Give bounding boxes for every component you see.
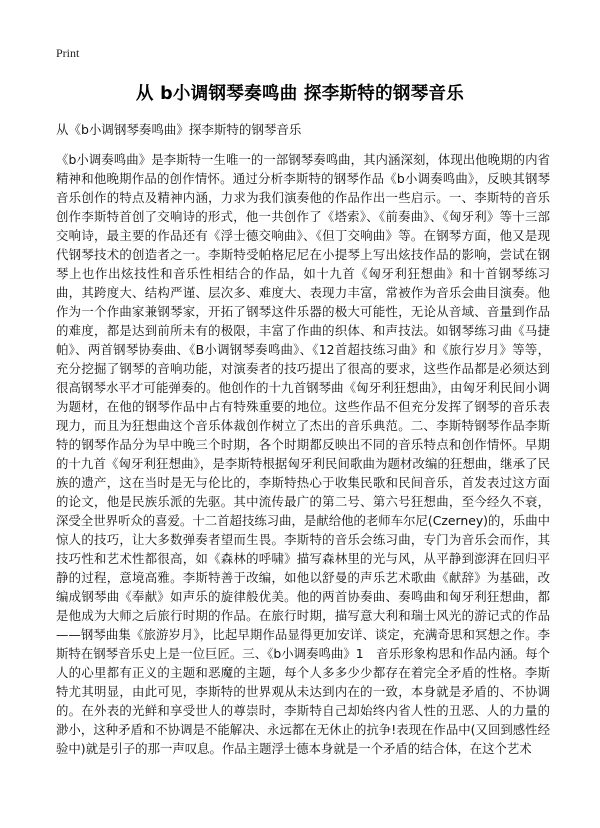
article-body: 《b小调奏鸣曲》是李斯特一生唯一的一部钢琴奏鸣曲，其内涵深刻，体现出他晚期的内省精神和他晚期作品的创作情怀。通过分析李斯特的钢琴作品《b小调奏鸣曲》，反映其钢琴音乐创作的特点及精神内涵，力求为我们演奏他的作品作出一些启示。一、李斯特的音乐创作李斯特首创了交响诗的形式，他一共创作了《塔索》、《前奏曲》、《匈牙利》等十三部交响诗，最主要的作品还有《浮士德交响曲》、《但丁交响曲》等。在钢琴方面，他又是现代钢琴技术的创造者之一。李斯特受帕格尼尼在小提琴上写出炫技作品的影响，尝试在钢琴上也作出炫技性和音乐性相结合的作品，如十九首《匈牙利狂想曲》和十首钢琴练习曲，其跨度大、结构严谨、层次多、难度大、表现力丰富，常被作为音乐会曲目演奏。他作为一个作曲家兼钢琴家，开拓了钢琴这件乐器的极大可能性，无论从音域、音量到作品的难度，都是达到前所未有的极限，丰富了作曲的织体、和声技法。如钢琴练习曲《马捷帕》、两首钢琴协奏曲、《B小调钢琴奏鸣曲》、《12首超技练习曲》和《旅行岁月》等等，充分挖掘了钢琴的音响功能，对演奏者的技巧提出了很高的要求，这些作品都是必须达到很高钢琴水平才可能弹奏的。他创作的十九首钢琴曲《匈牙利狂想曲》，由匈牙利民间小调为题材，在他的钢琴作品中占有特殊重要的地位。这些作品不但充分发挥了钢琴的音乐表现力，而且为狂想曲这个音乐体裁创作树立了杰出的音乐典范。二、李斯特钢琴作品李斯特的钢琴作品分为早中晚三个时期，各个时期都反映出不同的音乐特点和创作情怀。早期的十九首《匈牙利狂想曲》，是李斯特根据匈牙利民间歌曲为题材改编的狂想曲，继承了民族的遗产，这在当时是无与伦比的，李斯特热心于收集民歌和民间音乐，首发表过这方面的论文，他是民族乐派的先驱。其中流传最广的第二号、第六号狂想曲，至今经久不衰，深受全世界听众的喜爱。十二首超技练习曲，是献给他的老师车尔尼(Czerney)的，乐曲中惊人的技巧，让大多数弹奏者望而生畏。李斯特的音乐会练习曲，专门为音乐会而作，其技巧性和艺术性都很高，如《森林的呼啸》描写森林里的光与风，从平静到澎湃在回归平静的过程，意境高雅。李斯特善于改编，如他以舒曼的声乐艺术歌曲《献辞》为基础，改编成钢琴曲《奉献》如声乐的旋律般优美。他的两首协奏曲、奏鸣曲和匈牙利狂想曲，都是他成为大师之后旅行时期的作品。在旅行时期，描写意大利和瑞士风光的游记式的作品——钢琴曲集《旅游岁月》，比起早期作品显得更加安详、谈定，充满奇思和冥想之作。李斯特在钢琴音乐史上是一位巨匠。三、《b小调奏鸣曲》1 音乐形象构思和作品内涵。每个人的心里都有正义的主题和恶魔的主题，每个人多多少少都存在着完全矛盾的性格。李斯特尤其明显，由此可见，李斯特的世界观从未达到内在的一致，本身就是矛盾的、不协调的。在外表的光鲜和享受世人的尊崇时，李斯特自己却始终内省人性的丑恶、人的力量的渺小，这种矛盾和不协调是不能解决、永远都在无休止的抗争!表现在作品中(又回到感性经验中)就是引子的那一声叹息。作品主题浮士德本身就是一个矛盾的结合体，在这个艺术: [56, 152, 550, 756]
print-link[interactable]: Print: [56, 46, 80, 60]
page-title: 从 b小调钢琴奏鸣曲 探李斯特的钢琴音乐: [135, 84, 465, 104]
article-subtitle: 从《b小调钢琴奏鸣曲》探李斯特的钢琴音乐: [56, 122, 302, 137]
